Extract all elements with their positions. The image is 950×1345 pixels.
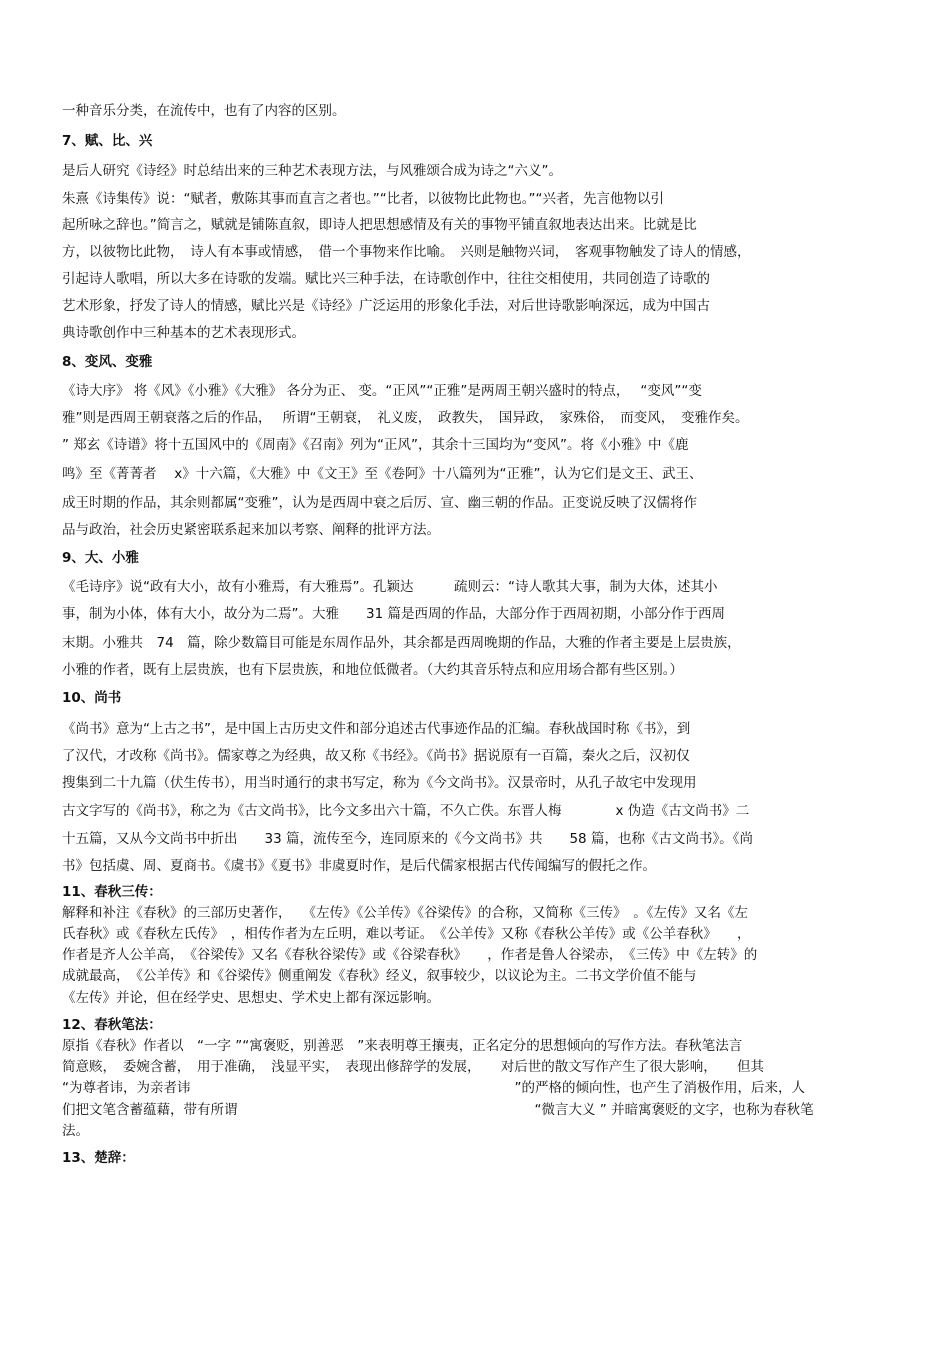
section-heading: 10、尚书 [62,690,122,706]
text-line: 十五篇，又从今文尚书中折出 33 篇，流传至今，连同原来的《今文尚书》共 58 篇，也称《古文尚书》。《尚 [62,831,753,847]
text-line: 艺术形象，抒发了诗人的情感，赋比兴是《诗经》广泛运用的形象化手法，对后世诗歌影响深远，成为中国古 [62,298,710,314]
text-line: 事，制为小体，体有大小，故分为二焉”。大雅 31 篇是西周的作品，大部分作于西周初期，小部分作于西周 [62,606,725,622]
section-heading: 7、赋、比、兴 [62,133,153,149]
section-heading: 13、楚辞： [62,1150,135,1166]
text-line: 起所咏之辞也。”简言之，赋就是铺陈直叙，即诗人把思想感情及有关的事物平铺直叙地表达出来。比就是比 [62,217,697,233]
text-line: 品与政治，社会历史紧密联系起来加以考察、阐释的批评方法。 [62,522,440,538]
text-line: 们把文笔含蓄蕴藉，带有所谓 “微言大义 ” 并暗寓褒贬的文字，也称为春秋笔 [62,1102,814,1118]
text-line: 小雅的作者，既有上层贵族，也有下层贵族，和地位低微者。（大约其音乐特点和应用场合都有些区别。） [62,662,683,678]
text-line: ” 郑玄《诗谱》将十五国风中的《周南》《召南》列为“正风”，其余十三国均为“变风”。将《小雅》中《鹿 [62,437,689,453]
text-line: 方，以彼物比此物， 诗人有本事或情感， 借一个事物来作比喻。 兴则是触物兴词， 客观事物触发了诗人的情感， [62,244,751,260]
section-heading: 9、大、小雅 [62,550,139,566]
text-line: 搜集到二十九篇（伏生传书），用当时通行的隶书写定，称为《今文尚书》。汉景帝时，从孔子故宅中发现用 [62,775,697,791]
text-line: 简意赅， 委婉含蓄， 用于准确， 浅显平实， 表现出修辞学的发展， 对后世的散文写作产生了很大影响， 但其 [62,1059,764,1075]
text-line: 《尚书》意为“上古之书”，是中国上古历史文件和部分追述古代事迹作品的汇编。春秋战国时称《书》，到 [62,721,691,737]
text-line: “为尊者讳，为亲者讳 ”的严格的倾向性，也产生了消极作用，后来，人 [62,1080,805,1096]
text-line: 《毛诗序》说“政有大小，故有小雅焉，有大雅焉”。孔颖达 疏则云：“诗人歌其大事，制为大体，述其小 [62,579,718,595]
text-line: 雅”则是西周王朝衰落之后的作品， 所谓“王朝衰， 礼义废， 政教失， 国异政， 家殊俗， 而变风， 变雅作矣。 [62,410,749,426]
text-line: 朱熹《诗集传》说：“赋者，敷陈其事而直言之者也。”“比者，以彼物比此物也。”“兴者，先言他物以引 [62,191,664,207]
text-line: 典诗歌创作中三种基本的艺术表现形式。 [62,325,305,341]
text-line: 书》包括虞、周、夏商书。《虞书》《夏书》非虞夏时作，是后代儒家根据古代传闻编写的假托之作。 [62,858,656,874]
text-line: 鸣》至《菁菁者 x》十六篇，《大雅》中《文王》至《卷阿》十八篇列为“正雅”，认为它们是文王、武王、 [62,466,703,482]
text-line: 《左传》并论，但在经学史、思想史、学术史上都有深远影响。 [62,990,440,1006]
text-line: 了汉代，才改称《尚书》。儒家尊之为经典，故又称《书经》。《尚书》据说原有一百篇，秦火之后，汉初仅 [62,748,690,764]
text-line: 引起诗人歌唱，所以大多在诗歌的发端。赋比兴三种手法，在诗歌创作中，往往交相使用，共同创造了诗歌的 [62,271,710,287]
text-line: 氏春秋》或《春秋左氏传》 ，相传作者为左丘明，难以考证。 《公羊传》又称《春秋公羊传》或《公羊春秋》 ， [62,926,751,942]
text-line: 是后人研究《诗经》时总结出来的三种艺术表现方法，与风雅颂合成为诗之“六义”。 [62,163,562,179]
section-heading: 12、春秋笔法： [62,1017,162,1033]
text-line: 法。 [62,1123,89,1139]
text-line: 《诗大序》 将《风》《小雅》《大雅》 各分为正、 变。“正风”“正雅”是两周王朝兴盛时的特点， “变风”“变 [62,383,702,399]
text-line: 成王时期的作品，其余则都属“变雅”，认为是西周中衰之后厉、宣、幽三朝的作品。正变说反映了汉儒将作 [62,495,697,511]
text-line: 作者是齐人公羊高， 《谷梁传》又名《春秋谷梁传》或《谷梁春秋》 ，作者是鲁人谷梁赤， 《三传》中《左转》的 [62,947,758,963]
text-line: 古文字写的《尚书》，称之为《古文尚书》，比今文多出六十篇，不久亡佚。东晋人梅 x 伪造《古文尚书》二 [62,803,750,819]
text-line: 原指《春秋》作者以 “一字 ”“寓褒贬，别善恶 ”来表明尊王攘夷，正名定分的思想倾向的写作方法。春秋笔法言 [62,1038,743,1054]
text-line: 解释和补注《春秋》的三部历史著作， 《左传》《公羊传》《谷梁传》的合称，又简称《三传》 。《左传》又名《左 [62,905,749,921]
text-line: 成就最高， 《公羊传》和《谷梁传》侧重阐发《春秋》经义，叙事较少，以议论为主。二书文学价值不能与 [62,968,697,984]
text-line: 末期。小雅共 74 篇，除少数篇目可能是东周作品外，其余都是西周晚期的作品，大雅的作者主要是上层贵族， [62,635,741,651]
section-heading: 8、变风、变雅 [62,354,153,370]
text-line: 一种音乐分类，在流传中，也有了内容的区别。 [62,103,346,119]
section-heading: 11、春秋三传： [62,884,162,900]
